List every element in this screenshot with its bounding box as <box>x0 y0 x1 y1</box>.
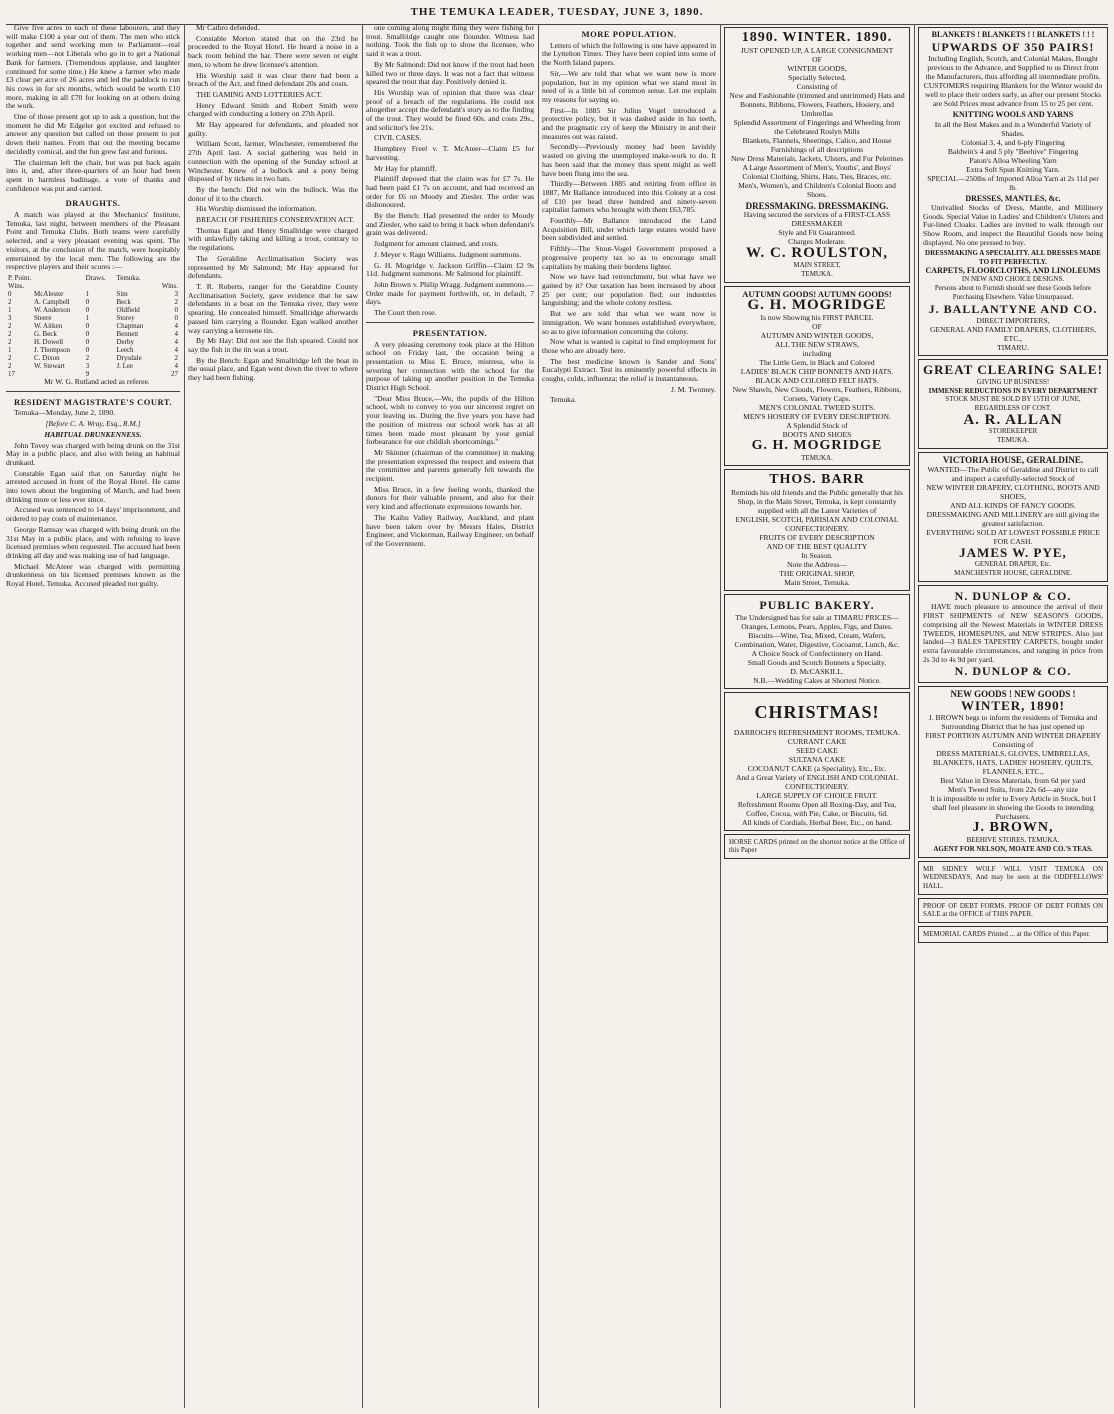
ad-line: Biscuits—Wine, Tea, Mixed, Cream, Wafers, Combination, Water, Digestive, Cocoanut, Lunch, &c. <box>734 630 900 649</box>
ad-line: MEN'S HOSIERY OF EVERY DESCRIPTION. <box>743 411 891 421</box>
column-rule <box>538 24 539 1408</box>
stock-must-be-sold: STOCK MUST BE SOLD BY 15TH OF JUNE, REGARDLESS OF COST. <box>945 395 1081 413</box>
ad-line: ALL THE NEW STRAWS, <box>774 339 860 349</box>
wolf-ad: MR SIDNEY WOLF WILL VISIT TEMUKA ON WEDNESDAYS, And may be seen at the ODDFELLOWS' HALL. <box>918 861 1108 895</box>
presentation-heading: PRESENTATION. <box>412 327 488 338</box>
manchester-house: MANCHESTER HOUSE, GERALDINE. <box>954 568 1072 577</box>
court-paragraph: Michael McAteer was charged with permitting drunkenness on his licensed premises known as the Royal Hotel, Temuka. Accused pleaded not guilty. <box>6 561 180 589</box>
col4-paragraphs <box>542 42 716 384</box>
letter-paragraph: Now we have had retrenchment, but what have we gained by it? Our taxation has been increased by about 25 per cent; our population fled; our industries languishing; and the whole colony restless. <box>542 272 716 308</box>
article-paragraph: By Mr Salmond: Did not know if the trout had been killed two or three days. It was not a fact that witness speared the trout that day. Positively denied it. <box>366 59 534 87</box>
article-paragraph: By the bench: Did not win the bullock. Was the donor of it to the church. <box>188 184 358 203</box>
temuka-wins: 0 <box>174 313 178 322</box>
ppoint-wins: 0 <box>8 289 12 298</box>
ad-line: Men's, Women's, and Children's Colonial Boots and Shoes. <box>738 180 896 199</box>
col-sub-wins-left: Wins. <box>8 281 25 290</box>
article-paragraph: Henry Edward Smith and Robert Smith were charged with conducting a lottery on 27th April. <box>188 100 358 119</box>
ad-line: Men's Tweed Suits, from 22s 6d—any size <box>948 785 1078 795</box>
ppoint-wins: 2 <box>8 353 12 362</box>
ad-line: FRUITS OF EVERY DESCRIPTION <box>759 533 875 543</box>
col3-paragraphs <box>366 24 534 318</box>
ad-line: THE ORIGINAL SHOP, <box>779 569 855 579</box>
letter-paragraph: Thirdly—Between 1885 and retiring from office in 1887, Mr Ballance introduced into this Colony at a cost of £10 per head three hundred and ninety-seven capitalist farmers who brought with them £63,785. <box>542 179 716 215</box>
ad-line: All kinds of Cordials, Herbal Beer, Etc., on hand. <box>741 817 893 827</box>
ad-line: JUST OPENED UP, A LARGE CONSIGNMENT <box>740 45 894 55</box>
temuka-player: Chapman <box>116 321 144 330</box>
pye-role: GENERAL DRAPER, Etc. <box>974 560 1052 569</box>
temuka-wins: 0 <box>174 305 178 314</box>
ppoint-wins: 2 <box>8 337 12 346</box>
draws: 1 <box>85 313 90 322</box>
ppoint-wins: 2 <box>8 321 12 330</box>
draughts-intro: A match was played at the Mechanics' Institute, Temuka, last night, between members of the Pleasant Point and Temuka Clubs. Both teams were carefully selected, and a very pleasant evening was spent. The visitors, at the conclusion of the match, were hospitably entertained by the local men. The following are the respective players and their scores :— <box>6 210 180 272</box>
ppoint-wins: 1 <box>8 345 12 354</box>
court-bench: [Before C. A. Wray, Esq., R.M.] <box>45 419 141 429</box>
draughts-heading: DRAUGHTS. <box>65 198 121 209</box>
clearing-sale-ad <box>918 359 1108 449</box>
presentation-paragraph: Mr Skinner (chairman of the committee) in making the presentation expressed the respect and esteem that the committee and parents generally felt towards the recipient. <box>366 447 534 484</box>
divider <box>6 391 180 392</box>
mogridge-ad <box>724 286 910 467</box>
ad-line: Reminds his old friends and the Public generally that his Shop, in the Main Street, Temuka, is kept constantly supplied with all the Latest Varieties of <box>731 488 903 516</box>
allan-town: TEMUKA. <box>997 436 1029 445</box>
blankets-lines <box>923 54 1103 108</box>
victoria-house-ad <box>918 452 1108 582</box>
article-paragraph: Mr Hay appeared for defendants, and pleaded not guilty. <box>188 120 358 138</box>
ballantyne-name: J. BALLANTYNE AND CO. <box>928 301 1098 316</box>
col-sub-wins-right: Wins. <box>161 281 178 290</box>
ad-line: DARROCH'S REFRESHMENT ROOMS, TEMUKA. <box>733 727 901 737</box>
col1-paragraphs <box>6 24 180 193</box>
ad-line: And a Great Variety of ENGLISH AND COLONIAL CONFECTIONERY. <box>735 772 899 791</box>
ad-line: AND OF THE BEST QUALITY <box>766 542 868 552</box>
article-paragraph: His Worship dismissed the information. <box>196 204 317 214</box>
letter-paragraph: Fourthly—Mr Ballance introduced the Land Acquisition Bill, under which large estates would have been subdivided and settled. <box>542 216 716 243</box>
ad-line: BLACK AND COLORED FELT HATS. <box>755 375 879 385</box>
ppoint-player: Steere <box>33 313 52 322</box>
immense-reductions: IMMENSE REDUCTIONS IN EVERY DEPARTMENT <box>928 386 1098 395</box>
ad-line: New and Fashionable (trimmed and untrimmed) Hats and Bonnets, Ribbons, Flowers, Feathers, Hosiery, and Umbrellas <box>729 90 905 118</box>
ad-line: EVERYTHING SOLD AT LOWEST POSSIBLE PRICE FOR CASH. <box>926 527 1100 546</box>
ad-line: Specially Selected, <box>788 72 846 82</box>
knitting-lines <box>923 120 1103 192</box>
ad-line: A Large Assortment of Men's, Youths', and Boys' Colonial Clothing, Shirts, Hats, Ties, Braces, etc. <box>742 162 892 181</box>
carpets-heading: CARPETS, FLOORCLOTHS, AND LINOLEUMS <box>925 265 1101 275</box>
article-paragraph: By the Bench: Egan and Smallridge left the boat in the usual place, and Egan went down the river to where they had been fishing. <box>188 355 358 383</box>
presentation-paragraphs <box>366 341 534 549</box>
ad-line: DRESSMAKING AND MILLINERY are still giving the greatest satisfaction. <box>926 509 1100 528</box>
article-paragraph: Mr Hay for plaintiff. <box>374 163 437 173</box>
column-5-ads <box>724 24 910 1408</box>
article-paragraph: T. R. Roberts, ranger for the Geraldine County Acclimatisation Society, gave evidence that he saw defendants in a boat on the Temuka river, they were spearing. He concealed himself. Smallridge afterwards passed him carrying a flounder. Egan walked another way carrying a kerosene tin. <box>188 281 358 335</box>
christmas-lines <box>729 728 905 827</box>
draws: 3 <box>85 361 90 370</box>
article-paragraph: By the Bench: Had presented the order to Moody and Ziesler, who said to bring it back when defendant's grain was delivered. <box>366 211 534 238</box>
ad-line: Main Street, Temuka. <box>784 578 850 588</box>
article-paragraph: Constable Morton stated that on the 23rd he proceeded to the Royal Hotel. He heard a noise in a back room behind the bar. There were seven or eight men, to whom he drew licensee's attention. <box>188 33 358 69</box>
pye-name: JAMES W. PYE, <box>959 544 1067 560</box>
barr-lines <box>729 488 905 587</box>
ppoint-player: W. Aitken <box>33 321 63 330</box>
ad-line: LARGE SUPPLY OF CHOICE FRUIT. <box>756 790 878 800</box>
total-temuka: 27 <box>171 369 178 378</box>
draws: 0 <box>85 329 90 338</box>
article-paragraph: William Scott, farmer, Winchester, remembered the 27th April last. A social gathering was held in connection with the opening of the Sunday school at Winchester. Knew of a bullock and a pony being disposed of by tickets in two hats. <box>188 139 358 184</box>
column-rule <box>720 24 721 1408</box>
ppoint-player: W. Stewart <box>33 361 65 370</box>
columns <box>6 24 1108 1408</box>
ad-line: Including English, Scotch, and Colonial Makes, Bought previous to the Advance, and Supplied to us Direct from the Manufacturers, thus affording all intermediate profits. <box>925 54 1101 82</box>
ad-line: The Little Gem, in Black and Colored <box>759 357 875 367</box>
ad-line: Paton's Alloa Wheeling Yarn <box>969 156 1057 166</box>
ad-line: COCOANUT CAKE (a Speciality), Etc., Etc. <box>747 763 887 773</box>
column-rule <box>184 24 185 1408</box>
article-paragraph: BREACH OF FISHERIES CONSERVATION ACT. <box>196 215 355 225</box>
letter-paragraph: But we are told that what we want now is immigration. We want bonuses established everywhere, so as to give information concerning the colony. <box>542 309 716 336</box>
column-rule <box>914 24 915 1408</box>
column-4 <box>542 24 716 1408</box>
letter-paragraph: Secondly—Previously money had been lavishly wasted on giving the unemployed make-work to do. It has been said that the money thus spent might as well have been flung into the sea. <box>542 142 716 178</box>
ad-line: Is now Showing his FIRST PARCEL <box>760 312 874 322</box>
draws: 0 <box>85 337 90 346</box>
draws: 2 <box>85 353 90 362</box>
clearing-sale-title: GREAT CLEARING SALE! <box>923 362 1103 378</box>
ad-line: Small Goods and Scotch Bonnets a Specialty. <box>747 657 887 667</box>
ad-line: LADIES' BLACK CHIP BONNETS AND HATS. <box>740 366 894 376</box>
article-paragraph: J. Meyer v. Ragu Williams. Judgment summons. <box>374 249 522 259</box>
draws: 0 <box>85 305 90 314</box>
ad-line: TIMARU. <box>997 343 1029 353</box>
draws: 0 <box>85 321 90 330</box>
dressmaking-speciality: DRESSMAKING A SPECIALITY. ALL DRESSES MADE TO FIT PERFECTLY. <box>925 249 1101 267</box>
ad-line: D. McCASKILL. <box>790 666 844 676</box>
ppoint-wins: 1 <box>8 305 12 314</box>
ad-line: SPECIAL—250lbs of Imported Alloa Yarn at 2s 11d per lb. <box>927 174 1099 193</box>
draughts-table <box>6 274 180 378</box>
ad-line: Consisting of <box>796 81 838 91</box>
temuka-wins: 4 <box>174 337 178 346</box>
presentation-paragraph: A very pleasing ceremony took place at the Hilton school on Friday last, the occasion being a presentation to Miss E. Bruce, mistress, who is severing her connection with the school for the purpose of taking up another position in the Temuka District High School. <box>366 339 534 393</box>
ad-line: DIRECT IMPORTERS, <box>976 316 1050 326</box>
ad-line: Colonial 3, 4, and 6-ply Fingering <box>961 138 1065 148</box>
article-paragraph: One of those present got up to ask a question, but the moment he did Mr Edgeler got excited and refused to answer any question but called on those present to put down their names. From that out the meeting became decidedly comical, and the fun grew fast and furious. <box>6 112 180 156</box>
table-row <box>6 314 180 322</box>
court-heading: RESIDENT MAGISTRATE'S COURT. <box>14 396 172 407</box>
presentation-paragraph: "Dear Miss Bruce,—We, the pupils of the Hilton school, wish to convey to you our sincerest regret on your leaving us. During the five years you have had the position of mistress our school work has at all times been made most pleasant by your genial forbearance for our childish shortcomings." <box>366 393 534 447</box>
table-row <box>6 290 180 298</box>
letter-paragraph: First—In 1885 Sir Julius Vogel introduced a protective policy, but it was dashed aside in his teeth, and the pragmatic cry of keep the Ministry in and their measures out was raised. <box>542 105 716 141</box>
brown-store: BEEHIVE STORES, TEMUKA. <box>966 836 1060 845</box>
temuka-player: Derby <box>116 337 134 346</box>
autumn-goods-heading: AUTUMN GOODS! AUTUMN GOODS! <box>742 288 892 299</box>
draughts-table-subhead <box>6 282 180 290</box>
roulston-name: W. C. ROULSTON, <box>745 245 889 262</box>
ad-line: FIRST PORTION AUTUMN AND WINTER DRAPERY <box>925 731 1101 741</box>
ad-line: The Undersigned has for sale at TIMARU PRICES— <box>735 612 899 622</box>
court-paragraph: John Tovey was charged with being drunk on the 31st May in a public place, and also with being an habitual drunkard. <box>6 440 180 467</box>
dresses-heading: DRESSES, MANTLES, &c. <box>965 194 1061 204</box>
article-paragraph: Judgment for amount claimed, and costs. <box>374 239 499 249</box>
table-row <box>6 338 180 346</box>
christmas-title: CHRISTMAS! <box>754 701 880 722</box>
ppoint-wins: 2 <box>8 361 12 370</box>
ppoint-wins: 3 <box>8 313 12 322</box>
winter-ad-title: 1890. WINTER. 1890. <box>741 30 893 45</box>
ballantyne-lines <box>923 316 1103 352</box>
ppoint-wins: 2 <box>8 297 12 306</box>
table-row <box>6 298 180 306</box>
col-head-ppoint: P. Point. <box>8 273 32 282</box>
letter-paragraph: Now what is wanted is capital to find employment for those who are already here. <box>542 337 716 355</box>
christmas-ad <box>724 692 910 831</box>
ppoint-player: W. Anderson <box>33 305 71 314</box>
article-paragraph: By Mr Hay: Did not see the fish speared. Could not say the fish in the tin was a trout. <box>188 336 358 354</box>
ppoint-player: McAlester <box>33 289 64 298</box>
article-paragraph: Plaintiff deposed that the claim was for £7 7s. He had been paid £1 7s on account, and had received an order for £6 on Moody and Ziesler. The order was dishonoured. <box>366 174 534 210</box>
temuka-player: Leech <box>116 345 134 354</box>
allan-name: A. R. ALLAN <box>963 411 1063 428</box>
ppoint-player: J. Thompson <box>33 345 71 354</box>
temuka-wins: 2 <box>174 353 178 362</box>
brown-ad <box>918 686 1108 858</box>
court-date: Temuka—Monday, June 2, 1890. <box>14 408 116 418</box>
article-paragraph: Mr Cathro defended. <box>196 24 260 32</box>
ad-line: CURRANT CAKE <box>787 736 847 746</box>
ad-line: ENGLISH, SCOTCH, PARISIAN AND COLONIAL CONFECTIONERY. <box>735 515 899 534</box>
letter-paragraph: Fifthly—The Stout-Vogel Government proposed a progressive property tax so as to encourage small capitalists by making their burdens lighter. <box>542 244 716 271</box>
ad-line: OF <box>812 54 822 64</box>
ad-line: Extra Soft Spun Knitting Yarn. <box>966 165 1060 175</box>
brown-lines <box>923 713 1103 821</box>
table-row <box>6 306 180 314</box>
article-paragraph: John Brown v. Philip Wragg. Judgment summons.—Order made for payment forthwith, or, in default, 7 days. <box>366 279 534 307</box>
total-ppoint: 17 <box>8 369 15 378</box>
knitting-heading: KNITTING WOOLS AND YARNS <box>952 110 1074 120</box>
ad-line: CUSTOMERS requiring Blankets for the Winter would do well to place their orders early, as after our present Stocks are Sold Prices must advance from 15 to 25 per cent. <box>923 81 1103 109</box>
ad-line: AUTUMN AND WINTER GOODS, <box>760 330 874 340</box>
total-draws: 9 <box>85 369 90 378</box>
debt-forms-ad: PROOF OF DEBT FORMS. PROOF OF DEBT FORMS ON SALE at the OFFICE of THIS PAPER. <box>918 898 1108 923</box>
ad-line: Oranges, Lemons, Pears, Apples, Figs, and Dates. <box>741 621 893 631</box>
giving-up: GIVING UP BUSINESS! <box>976 377 1050 386</box>
agent-teas: AGENT FOR NELSON, MOATE AND CO.'S TEAS. <box>933 844 1093 853</box>
article-paragraph: CIVIL CASES. <box>374 133 422 143</box>
col-head-draws: Draws. <box>85 273 106 282</box>
table-row <box>6 354 180 362</box>
table-row <box>6 330 180 338</box>
ad-line: It is impossible to refer to Every Article in Stock, but I shall feel pleasure in showing the Goods to intending Purchasers. <box>930 794 1096 822</box>
bakery-title: PUBLIC BAKERY. <box>759 598 875 613</box>
ad-line: Splendid Assortment of Fingerings and Wheeling from the Celebrated Roslyn Mills <box>733 117 901 136</box>
ballantyne-ad <box>918 27 1108 356</box>
temuka-wins: 2 <box>174 297 178 306</box>
ad-line: Refreshment Rooms Open all Boxing-Day, and Tea, Coffee, Cocoa, with Pie, Cake, or Biscuits, 6d. <box>737 799 897 818</box>
article-paragraph: The Court then rose. <box>374 308 437 318</box>
col-head-temuka: Temuka. <box>116 273 141 282</box>
roulston-town: TEMUKA. <box>801 269 833 278</box>
letter-paragraph: Letters of which the following is one have appeared in the Lyttelton Times. They have been copied into some of the North Island papers. <box>542 40 716 68</box>
court-paragraph: Constable Egan said that on Saturday night he arrested accused in front of the Royal Hotel. He came into town about the beginning of March, and had been drinking more or less ever since. <box>6 468 180 504</box>
brown-name: J. BROWN, <box>972 820 1054 836</box>
horse-cards-ad: HORSE CARDS printed on the shortest notice at the Office of this Paper <box>724 834 910 859</box>
blankets-heading: BLANKETS ! BLANKETS ! ! BLANKETS ! ! ! <box>931 30 1095 39</box>
ad-line: DRESS MATERIALS, GLOVES, UMBRELLAS, BLANKETS, HATS, LADIES' HOSIERY, QUILTS, FLANNELS, ETC., <box>932 749 1093 777</box>
ad-line: In all the Best Makes and in a Wonderful Variety of Shades. <box>934 120 1092 139</box>
ad-line: Style and Fit Guaranteed. <box>778 228 856 238</box>
presentation-paragraph: Miss Bruce, in a few feeling words, thanked the donors for their valuable present, and also for their very kind and affectionate expressions towards her. <box>366 484 534 512</box>
ad-line: In Season. <box>801 551 833 561</box>
article-paragraph: His Worship said it was clear there had been a breach of the Act, and fined defendant 20s and costs. <box>188 70 358 89</box>
ad-line: A Choice Stock of Confectionery on Hand. <box>751 648 883 658</box>
ad-line: N.B.—Wedding Cakes at Shortest Notice. <box>753 675 881 685</box>
temuka-wins: 3 <box>174 289 178 298</box>
ad-line: Blankets, Flannels, Sheetings, Calico, and House Furnishings of all descriptions <box>742 135 892 154</box>
ppoint-player: A. Campbell <box>33 297 70 306</box>
column-1 <box>6 24 180 1408</box>
presentation-paragraph: The Kaihu Valley Railway, Auckland, and plant have been taken over by Messrs Hales, District Engineer, and Vickerman, Railway Engineer, on behalf of the Government. <box>366 512 534 548</box>
court-paragraphs <box>6 442 180 589</box>
dunlop-paragraph: HAVE much pleasure to announce the arrival of their FIRST SHIPMENTS of NEW SEASON'S GOODS, comprising all the Newest Materials in WINTER DRESS TWEEDS, HOMESPUNS, and NEW STRIPES. Also just landed—3 BALES TAPESTRY CARPETS, bought under extra favourable circumstances, and ranging in price from 2s 3d to 4s 9d per yard. <box>923 602 1103 664</box>
ad-line: Baldwin's 4 and 5 ply "Beehive" Fingering <box>947 147 1079 157</box>
ad-line: A Splendid Stock of <box>786 420 848 430</box>
table-row <box>6 322 180 330</box>
divider <box>366 322 534 323</box>
table-row <box>6 346 180 354</box>
letter-place: Temuka. <box>550 395 577 405</box>
winter-ad-lines <box>729 46 905 199</box>
new-goods-heading: NEW GOODS ! NEW GOODS ! <box>950 689 1076 700</box>
ad-line: New Dress Materials, Jackets, Ulsters, and Fur Pelerines <box>730 153 904 163</box>
upwards-heading: UPWARDS OF 350 PAIRS! <box>931 39 1095 54</box>
temuka-player: Drysdale <box>116 353 142 362</box>
column-6-ads <box>918 24 1108 1408</box>
ad-line: WANTED—The Public of Geraldine and District to call and inspect a carefully-selected Stock of <box>927 464 1099 483</box>
draws: 0 <box>85 297 90 306</box>
ad-line: New Shawls, New Clouds, Flowers, Feathers, Ribbons, Corsets, Variety Caps. <box>732 384 902 403</box>
article-paragraph: G. H. Mogridge v. Jackson Griffin—Claim £2 9s 11d. Judgment summons. Mr Salmond for plaintiff. <box>366 260 534 279</box>
ad-line: SULTANA CAKE <box>788 754 846 764</box>
draws: 1 <box>85 289 90 298</box>
ad-line: Having secured the services of a FIRST-CLASS DRESSMAKER <box>743 210 891 229</box>
victoria-house-title: VICTORIA HOUSE, GERALDINE. <box>942 454 1084 465</box>
dressmaking-heading: DRESSMAKING. DRESSMAKING. <box>745 200 889 211</box>
ad-line: Consisting of <box>992 740 1034 750</box>
article-paragraph: The Geraldine Acclimatisation Society was represented by Mr Salmond; Mr Hay appeared for defendants. <box>188 253 358 281</box>
ad-line: MEN'S COLONIAL TWEED SUITS. <box>758 402 876 412</box>
letter-paragraph: The best medicine known is Sander and Sons' Eucalypti Extract. Test its eminently powerful effects in coughs, colds, influenza; the relief is instantaneous. <box>542 356 716 384</box>
column-2 <box>188 24 358 1408</box>
article-paragraph: THE GAMING AND LOTTERIES ACT. <box>196 89 323 99</box>
ppoint-player: C. Dixon <box>33 353 60 362</box>
letter-paragraph: Sir,—We are told that what we want now is more population, but in my opinion what we stand most in need of is a little bit of common sense. Let me explain my reasons for saying so. <box>542 68 716 104</box>
article-paragraph: one coming along might thing they were fishing for trout. Smallridge caught one flounder. Witness had nothing. Took the fish up to show the licensee, who said it was a trout. <box>366 24 534 59</box>
temuka-player: Beck <box>116 297 131 306</box>
ad-line: including <box>802 348 832 358</box>
mogridge-name-footer: G. H. MOGRIDGE <box>751 437 883 453</box>
mogridge-town: TEMUKA. <box>801 453 833 462</box>
ppoint-wins: 2 <box>8 329 12 338</box>
temuka-player: Storey <box>116 313 135 322</box>
winter-1890-heading: WINTER, 1890! <box>960 697 1065 713</box>
dresses-paragraph: Unrivalled Stocks of Dress, Mantle, and Millinery Goods. Special Value in Ladies' and Children's Ulsters and Fur-lined Cloaks. Ladies are invited to walk through our Show Room, and inspect the Beautiful Goods now being displayed. No one pressed to buy. <box>923 202 1103 247</box>
carpets-note: Persons about to Furnish should see these Goods before Purchasing Elsewhere. Value Unsurpassed. <box>934 284 1092 301</box>
allan-role: STOREKEEPER <box>988 427 1038 436</box>
mogridge-name: G. H. MOGRIDGE <box>747 297 887 314</box>
barr-ad <box>724 469 910 591</box>
col2-paragraphs <box>188 24 358 383</box>
ad-line: AND ALL KINDS OF FANCY GOODS. <box>950 500 1076 510</box>
temuka-wins: 4 <box>174 329 178 338</box>
victoria-lines <box>923 465 1103 546</box>
column-rule <box>362 24 363 1408</box>
mogridge-lines <box>729 313 905 439</box>
letter-signature: J. M. Twomey. <box>670 384 716 394</box>
dressmaking-lines <box>729 210 905 246</box>
article-paragraph: Give five acres to each of these labourers, and they will make £100 a year out of them. The men who stick together and send working men to Parliament—real working men—not Liberals who go in to get a National Bank for farmers. (Tremendous applause, and laughter continued for some time.) He knew a farmer who made £3 clear per acre of 26 acres and led the paddock to run his cows in for six months, which would be worth £10 more, making in all £70 for looking on at others doing the work. <box>6 24 180 111</box>
temuka-player: Sim <box>116 289 128 298</box>
dunlop-name-footer: N. DUNLOP & CO. <box>954 664 1072 679</box>
ad-line: SEED CAKE <box>796 745 838 755</box>
draws: 0 <box>85 345 90 354</box>
ad-line: Note the Address— <box>787 560 847 570</box>
ad-line: BOOTS AND SHOES <box>782 429 852 439</box>
winter-ad <box>724 27 910 283</box>
temuka-wins: 4 <box>174 345 178 354</box>
temuka-wins: 4 <box>174 321 178 330</box>
article-paragraph: The chairman left the chair, but was put back again into it, and, after three-quarters of an hour had been spent in harmless badinage, a vote of thanks and confidence was put and carried. <box>6 157 180 193</box>
court-paragraph: Accused was sentenced to 14 days' imprisonment, and ordered to pay costs of maintenance. <box>6 505 180 524</box>
ad-line: J. BROWN begs to inform the residents of Temuka and Surrounding District that he has just opened up <box>928 713 1098 732</box>
ad-line: GENERAL AND FAMILY DRAPERS, CLOTHIERS, ETC., <box>929 325 1097 344</box>
bakery-ad <box>724 594 910 689</box>
ad-line: Best Value in Dress Materials, from 6d per yard <box>940 776 1086 786</box>
ad-line: OF <box>812 321 822 331</box>
ad-line: Charges Moderate. <box>788 237 846 247</box>
barr-name: THOS. BARR <box>769 472 865 488</box>
draughts-table-head <box>6 274 180 282</box>
temuka-player: Bennett <box>116 329 139 338</box>
habitual-heading: HABITUAL DRUNKENNESS. <box>44 429 142 439</box>
ad-line: NEW WINTER DRAPERY, CLOTHING, BOOTS AND SHOES, <box>926 482 1100 501</box>
roulston-street: MAIN STREET, <box>793 261 841 270</box>
referee-note: Mr W. G. Rutland acted as referee. <box>44 376 150 386</box>
article-paragraph: Humphrey Freel v. T. McAteer—Claim £5 for harvesting. <box>366 144 534 162</box>
dunlop-name: N. DUNLOP & CO. <box>954 588 1072 603</box>
ppoint-player: H. Dowell <box>33 337 64 346</box>
table-row <box>6 362 180 370</box>
court-paragraph: George Ramsay was charged with being drunk on the 31st May in a public place, and with refusing to leave licensed premises when requested. The accused had been drinking all day and was making use of bad language. <box>6 524 180 560</box>
temuka-wins: 4 <box>174 361 178 370</box>
dunlop-ad <box>918 585 1108 683</box>
article-paragraph: His Worship was of opinion that there was clear proof of a breach of the regulations. He could not altogether accept the defendant's story as to the finding of the trout. They would be fined 60s. and costs 29s., and solicitor's fee 21s. <box>366 87 534 132</box>
ppoint-player: G. Beck <box>33 329 57 338</box>
memorial-cards-ad: MEMORIAL CARDS Printed ... at the Office of this Paper. <box>918 926 1108 943</box>
temuka-player: J. Lee <box>116 361 134 370</box>
article-paragraph: Thomas Egan and Henry Smallridge were charged with unlawfully taking and killing a trout, contrary to the regulations. <box>188 225 358 253</box>
masthead: THE TEMUKA LEADER, TUESDAY, JUNE 3, 1890. <box>410 6 704 18</box>
bakery-lines <box>729 613 905 685</box>
draughts-rows <box>6 290 180 370</box>
more-population-heading: MORE POPULATION. <box>581 29 677 39</box>
column-3 <box>366 24 534 1408</box>
temuka-player: Oldfield <box>116 305 140 314</box>
carpets-sub: IN NEW AND CHOICE DESIGNS. <box>961 275 1065 284</box>
ad-line: WINTER GOODS, <box>787 63 847 73</box>
